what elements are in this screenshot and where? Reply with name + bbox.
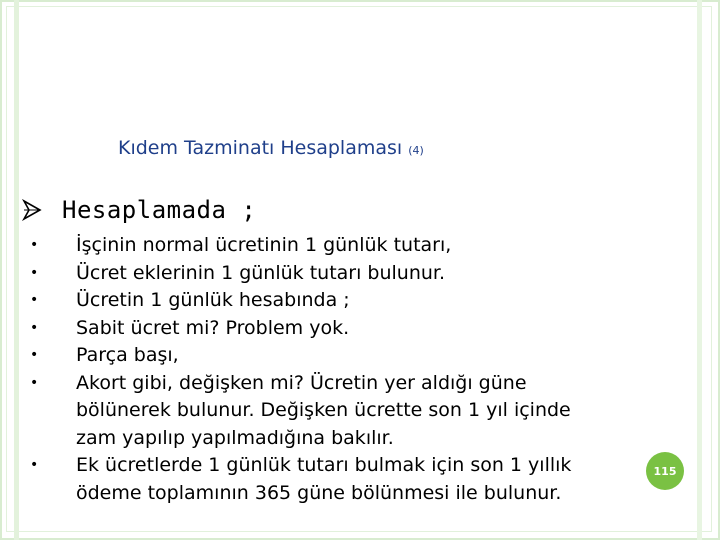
list-item — [30, 342, 700, 370]
list-item-text: Akort gibi, değişken mi? Ücretin yer aldığı güne — [76, 371, 527, 394]
list-item-text: Ücretin 1 günlük hesabında ; — [76, 289, 350, 311]
list-item-text: Parça başı, — [76, 344, 179, 366]
slide-title-suffix: (4) — [408, 144, 424, 157]
arrow-bullet-icon — [22, 199, 42, 221]
slide-title — [118, 137, 424, 159]
list-item-continuation: zam yapılıp yapılmadığına bakılır. — [76, 426, 394, 449]
heading-text: Hesaplamada ; — [62, 196, 257, 224]
bullet-dot-icon: • — [30, 292, 39, 308]
section-heading — [22, 196, 256, 224]
list-item — [30, 232, 700, 260]
list-item — [30, 315, 700, 343]
list-item-continuation: bölünerek bulunur. Değişken ücrette son 1 yıl içinde — [76, 399, 571, 421]
bullet-dot-icon: • — [30, 457, 39, 473]
list-item-text: Ek ücretlerde 1 günlük tutarı bulmak için son 1 yıllık — [76, 454, 572, 476]
bullet-list — [30, 232, 700, 507]
list-item-text: Ücret eklerinin 1 günlük tutarı bulunur. — [76, 261, 446, 284]
list-item — [30, 287, 700, 315]
bullet-dot-icon: • — [30, 264, 39, 281]
list-item-continuation: ödeme toplamının 365 güne bölünmesi ile bulunur. — [76, 481, 562, 504]
left-accent-bar — [14, 0, 19, 540]
page-number-badge: 115 — [646, 452, 684, 490]
slide-title-text: Kıdem Tazminatı Hesaplaması — [118, 137, 403, 159]
list-item — [30, 452, 700, 480]
list-item — [30, 260, 700, 288]
list-item — [30, 370, 700, 398]
list-item-text: Sabit ücret mi? Problem yok. — [76, 316, 350, 339]
bullet-dot-icon: • — [30, 347, 39, 363]
bullet-dot-icon: • — [30, 237, 39, 253]
bullet-dot-icon: • — [30, 319, 39, 336]
bullet-dot-icon: • — [30, 374, 39, 391]
list-item-text: İşçinin normal ücretinin 1 günlük tutarı, — [76, 234, 452, 256]
